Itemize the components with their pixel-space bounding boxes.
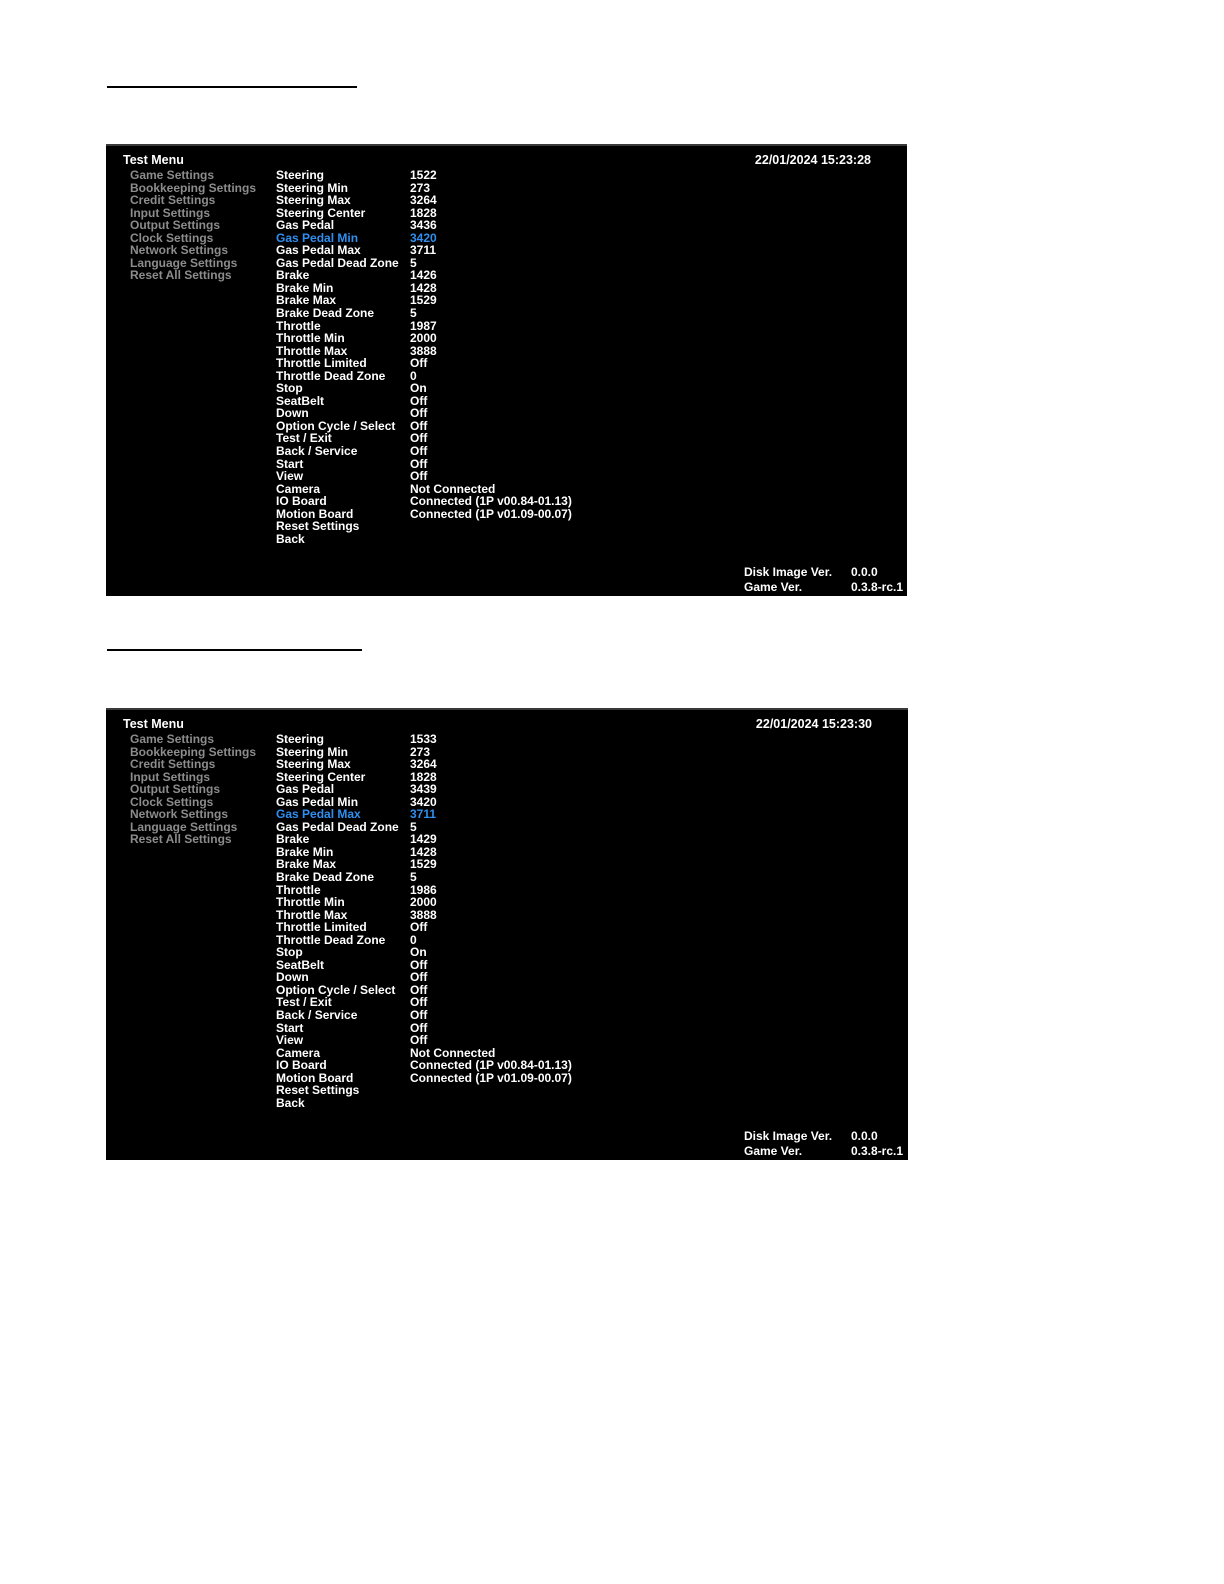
setting-row-steering-max[interactable] (276, 758, 636, 771)
setting-row-throttle-dead-zone[interactable] (276, 370, 636, 383)
setting-value: 3264 (410, 757, 437, 772)
setting-label: Start (276, 456, 304, 471)
setting-label: Option Cycle / Select (276, 418, 396, 433)
setting-label: Throttle (276, 318, 321, 333)
menu-item-reset-all-settings[interactable]: Reset All Settings (130, 268, 232, 283)
document-rule-2 (107, 649, 362, 651)
menu-item-game-settings[interactable]: Game Settings (130, 732, 215, 746)
setting-label: Brake Max (276, 293, 337, 308)
setting-row-throttle-limited[interactable] (276, 357, 636, 370)
menu-item-language-settings[interactable]: Language Settings (130, 819, 238, 834)
setting-row-view[interactable] (276, 470, 636, 483)
setting-row-io-board[interactable] (276, 1059, 636, 1072)
setting-row-view[interactable] (276, 1034, 636, 1047)
setting-value: 3420 (410, 230, 437, 245)
setting-label: Stop (276, 381, 303, 396)
setting-row-steering[interactable] (276, 733, 636, 746)
setting-value: 1828 (410, 205, 437, 220)
setting-value: 3711 (410, 807, 437, 822)
setting-label: Back / Service (276, 1008, 358, 1023)
setting-value: Off (410, 995, 428, 1010)
setting-label: View (276, 1033, 304, 1048)
setting-value: 3264 (410, 193, 437, 208)
setting-value: Connected (1P v00.84-01.13) (410, 494, 572, 509)
menu-item-bookkeeping-settings[interactable]: Bookkeeping Settings (130, 744, 257, 759)
setting-label: Throttle Max (276, 343, 348, 358)
settings-list (276, 733, 636, 1109)
setting-row-brake-dead-zone[interactable] (276, 871, 636, 884)
menu-title: Test Menu (123, 153, 184, 167)
setting-label: Throttle Max (276, 907, 348, 922)
document-rule-1 (107, 86, 357, 88)
setting-value: 2000 (410, 331, 437, 346)
menu-item-output-settings[interactable]: Output Settings (130, 218, 220, 233)
setting-value: 1426 (410, 268, 437, 283)
setting-row-gas-pedal[interactable] (276, 783, 636, 796)
setting-label: SeatBelt (276, 393, 325, 408)
game-version-label: Game Ver. (744, 1144, 803, 1158)
game-version-value: 0.3.8-rc.1 (851, 1144, 904, 1158)
setting-label: Down (276, 406, 309, 421)
screen-top-border (106, 144, 907, 146)
clock-datetime: 22/01/2024 15:23:28 (754, 153, 871, 167)
setting-value: Connected (1P v00.84-01.13) (410, 1058, 572, 1073)
setting-label: Camera (276, 1045, 321, 1060)
clock-datetime: 22/01/2024 15:23:30 (755, 717, 872, 731)
setting-label: Gas Pedal Max (276, 807, 361, 822)
setting-label: Brake (276, 268, 310, 283)
setting-label: Gas Pedal Min (276, 794, 359, 809)
setting-label: Stop (276, 945, 303, 960)
side-menu (130, 733, 256, 846)
setting-label: Throttle Limited (276, 920, 367, 935)
setting-value: Connected (1P v01.09-00.07) (410, 506, 572, 521)
setting-value: 0 (410, 368, 417, 383)
setting-label: Brake (276, 832, 310, 847)
setting-label: Test / Exit (276, 995, 332, 1010)
game-version-value: 0.3.8-rc.1 (851, 580, 904, 594)
setting-row-back[interactable] (276, 533, 636, 546)
setting-value: Off (410, 393, 428, 408)
setting-value: Off (410, 1033, 428, 1048)
setting-row-gas-pedal[interactable] (276, 219, 636, 232)
setting-value: Off (410, 406, 428, 421)
menu-item-credit-settings[interactable]: Credit Settings (130, 757, 216, 772)
setting-value: 5 (410, 819, 417, 834)
setting-row-throttle-dead-zone[interactable] (276, 934, 636, 947)
setting-label: Steering Center (276, 205, 366, 220)
setting-value: Connected (1P v01.09-00.07) (410, 1070, 572, 1085)
setting-value: Off (410, 444, 428, 459)
setting-value: Off (410, 1020, 428, 1035)
menu-item-input-settings[interactable]: Input Settings (130, 769, 210, 784)
menu-item-network-settings[interactable]: Network Settings (130, 243, 229, 258)
setting-row-start[interactable] (276, 458, 636, 471)
setting-label: Throttle Min (276, 331, 345, 346)
disk-image-value: 0.0.0 (851, 565, 878, 579)
setting-row-seatbelt[interactable] (276, 959, 636, 972)
setting-label: Down (276, 970, 309, 985)
setting-value: 1987 (410, 318, 437, 333)
setting-value: Off (410, 418, 428, 433)
setting-label: View (276, 469, 304, 484)
setting-value: 3436 (410, 218, 437, 233)
setting-value: 3888 (410, 343, 437, 358)
setting-row-gas-pedal-dead-zone[interactable] (276, 821, 636, 834)
setting-label: Gas Pedal Dead Zone (276, 255, 399, 270)
setting-label: Start (276, 1020, 304, 1035)
setting-row-steering[interactable] (276, 169, 636, 182)
menu-item-clock-settings[interactable]: Clock Settings (130, 794, 214, 809)
setting-value: 5 (410, 255, 417, 270)
setting-label: Motion Board (276, 1070, 354, 1085)
setting-value: 1428 (410, 844, 437, 859)
setting-label: Brake Dead Zone (276, 870, 375, 885)
setting-label: IO Board (276, 494, 327, 509)
setting-row-throttle-min[interactable] (276, 896, 636, 909)
setting-label: Throttle Min (276, 895, 345, 910)
setting-row-stop[interactable] (276, 382, 636, 395)
setting-value: 5 (410, 306, 417, 321)
setting-row-gas-pedal-dead-zone[interactable] (276, 257, 636, 270)
setting-value: Off (410, 1008, 428, 1023)
setting-value: Off (410, 982, 428, 997)
menu-item-reset-all-settings[interactable]: Reset All Settings (130, 832, 232, 847)
setting-value: Off (410, 920, 428, 935)
setting-label: Steering (276, 168, 325, 182)
setting-label: Brake Max (276, 857, 337, 872)
setting-value: On (410, 945, 427, 960)
menu-item-input-settings[interactable]: Input Settings (130, 205, 210, 220)
setting-label: Brake Dead Zone (276, 306, 375, 321)
setting-value: 1428 (410, 280, 437, 295)
setting-label: Steering (276, 732, 325, 746)
setting-label: Steering Max (276, 193, 351, 208)
setting-value: Not Connected (410, 1045, 496, 1060)
setting-label: Steering Min (276, 744, 349, 759)
setting-label: Throttle Dead Zone (276, 368, 386, 383)
setting-value: 3439 (410, 782, 437, 797)
setting-label: Steering Min (276, 180, 349, 195)
setting-value: 1522 (410, 168, 437, 182)
setting-value: Not Connected (410, 481, 496, 496)
setting-row-seatbelt[interactable] (276, 395, 636, 408)
side-menu (130, 169, 256, 282)
setting-label: Gas Pedal Dead Zone (276, 819, 399, 834)
setting-value: 1533 (410, 732, 437, 746)
setting-row-back-service[interactable] (276, 1009, 636, 1022)
setting-value: 1429 (410, 832, 437, 847)
setting-value: 0 (410, 932, 417, 947)
setting-row-throttle-limited[interactable] (276, 921, 636, 934)
menu-item-bookkeeping-settings[interactable]: Bookkeeping Settings (130, 180, 257, 195)
menu-item-output-settings[interactable]: Output Settings (130, 782, 220, 797)
setting-row-steering-max[interactable] (276, 194, 636, 207)
test-menu-screen-2 (106, 708, 908, 1160)
setting-value: 1828 (410, 769, 437, 784)
disk-image-value: 0.0.0 (851, 1129, 878, 1143)
setting-value: 273 (410, 180, 431, 195)
screen-top-border (106, 708, 908, 710)
setting-value: 5 (410, 870, 417, 885)
setting-label: Throttle Limited (276, 356, 367, 371)
setting-label: Motion Board (276, 506, 354, 521)
setting-value: Off (410, 456, 428, 471)
setting-label: Brake Min (276, 280, 334, 295)
disk-image-label: Disk Image Ver. (744, 565, 833, 579)
setting-value: 273 (410, 744, 431, 759)
setting-row-reset-settings[interactable] (276, 1084, 636, 1097)
setting-row-brake-dead-zone[interactable] (276, 307, 636, 320)
setting-row-back-service[interactable] (276, 445, 636, 458)
test-menu-screen-1 (106, 144, 907, 596)
setting-label: Back (276, 1095, 305, 1110)
setting-label: Throttle (276, 882, 321, 897)
setting-label: Gas Pedal Max (276, 243, 361, 258)
setting-value: Off (410, 957, 428, 972)
setting-value: Off (410, 356, 428, 371)
settings-list (276, 169, 636, 545)
setting-row-throttle-min[interactable] (276, 332, 636, 345)
menu-item-language-settings[interactable]: Language Settings (130, 255, 238, 270)
setting-label: Brake Min (276, 844, 334, 859)
setting-label: Gas Pedal Min (276, 230, 359, 245)
setting-label: Steering Center (276, 769, 366, 784)
setting-row-io-board[interactable] (276, 495, 636, 508)
setting-value: Off (410, 431, 428, 446)
setting-row-reset-settings[interactable] (276, 520, 636, 533)
menu-item-game-settings[interactable]: Game Settings (130, 168, 215, 182)
setting-value: 3888 (410, 907, 437, 922)
game-version-label: Game Ver. (744, 580, 803, 594)
setting-label: Gas Pedal (276, 218, 335, 233)
menu-item-clock-settings[interactable]: Clock Settings (130, 230, 214, 245)
setting-value: 3711 (410, 243, 437, 258)
setting-value: Off (410, 469, 428, 484)
setting-row-back[interactable] (276, 1097, 636, 1110)
setting-label: IO Board (276, 1058, 327, 1073)
setting-value: 1529 (410, 857, 437, 872)
setting-label: Reset Settings (276, 1083, 360, 1098)
setting-value: On (410, 381, 427, 396)
setting-label: Back (276, 531, 305, 546)
setting-label: Option Cycle / Select (276, 982, 396, 997)
setting-row-gas-pedal-max[interactable] (276, 808, 636, 821)
setting-value: 1986 (410, 882, 437, 897)
setting-value: 3420 (410, 794, 437, 809)
setting-row-stop[interactable] (276, 946, 636, 959)
setting-label: Gas Pedal (276, 782, 335, 797)
setting-row-gas-pedal-max[interactable] (276, 244, 636, 257)
menu-item-network-settings[interactable]: Network Settings (130, 807, 229, 822)
setting-value: 1529 (410, 293, 437, 308)
setting-value: Off (410, 970, 428, 985)
setting-label: Reset Settings (276, 519, 360, 534)
setting-row-start[interactable] (276, 1022, 636, 1035)
setting-label: Steering Max (276, 757, 351, 772)
setting-label: SeatBelt (276, 957, 325, 972)
setting-value: 2000 (410, 895, 437, 910)
setting-label: Camera (276, 481, 321, 496)
menu-item-credit-settings[interactable]: Credit Settings (130, 193, 216, 208)
setting-label: Throttle Dead Zone (276, 932, 386, 947)
menu-title: Test Menu (123, 717, 184, 731)
setting-label: Test / Exit (276, 431, 332, 446)
disk-image-label: Disk Image Ver. (744, 1129, 833, 1143)
setting-label: Back / Service (276, 444, 358, 459)
